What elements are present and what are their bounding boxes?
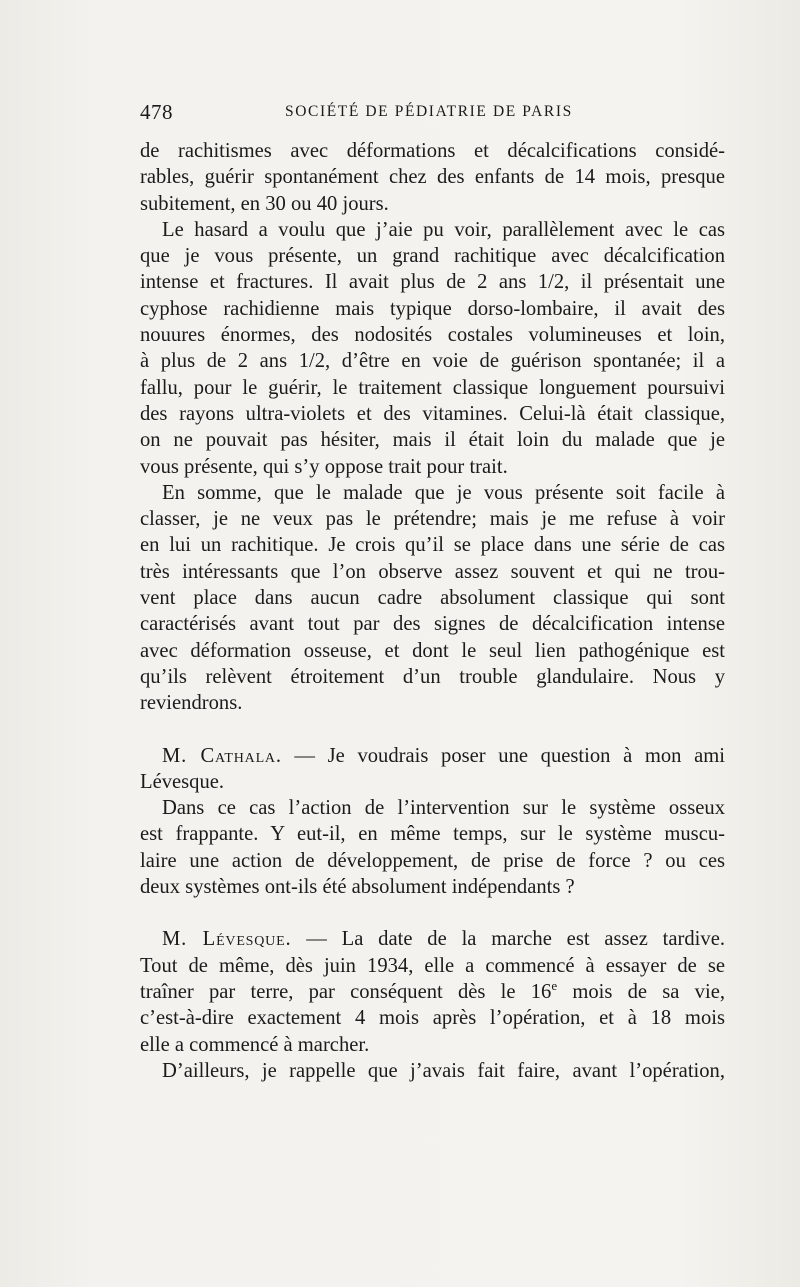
text-line: en lui un rachitique. Je crois qu’il se place dans une série de cas — [140, 534, 725, 557]
page-number: 478 — [140, 100, 173, 124]
text-line: c’est-à-dire exactement 4 mois après l’opération, et à 18 mois — [140, 1007, 725, 1030]
text-line: D’ailleurs, je rappelle que j’avais fait faire, avant l’opération, — [162, 1059, 725, 1082]
body-text — [140, 138, 725, 1084]
text-line: Lévesque. — [140, 770, 225, 793]
text-line: fallu, pour le guérir, le traitement classique longuement poursuivi — [140, 376, 725, 399]
text-line: classer, je ne veux pas le prétendre; mais je me refuse à voir — [140, 508, 725, 531]
text-line: Le hasard a voulu que j’aie pu voir, parallèlement avec le cas — [162, 218, 725, 241]
paragraph-4 — [140, 743, 725, 796]
text-line: vous présente, qui s’y oppose trait pour trait. — [140, 455, 508, 478]
speaker-name: M. Lévesque. — [162, 928, 292, 951]
text-line: des rayons ultra-violets et des vitamines. Celui-là était classique, — [140, 402, 725, 425]
paragraph-5 — [140, 795, 725, 900]
text-line: Tout de même, dès juin 1934, elle a commencé à essayer de se — [140, 954, 725, 977]
running-title: SOCIÉTÉ DE PÉDIATRIE DE PARIS — [285, 103, 573, 120]
text-line: En somme, que le malade que je vous présente soit facile à — [162, 481, 725, 504]
text-line: que je vous présente, un grand rachitique avec décalcification — [140, 245, 725, 268]
paragraph-6 — [140, 926, 725, 1057]
text-line — [140, 979, 725, 1005]
text-line: on ne pouvait pas hésiter, mais il était loin du malade que je — [140, 429, 725, 452]
text-line: est frappante. Y eut-il, en même temps, sur le système muscu- — [140, 823, 725, 846]
text-line: très intéressants que l’on observe assez souvent et qui ne trou- — [140, 560, 725, 583]
text-line: cyphose rachidienne mais typique dorso-lombaire, il avait des — [140, 297, 725, 320]
text-fragment: mois de sa vie, — [557, 980, 725, 1003]
speaker-text: — Je voudrais poser une question à mon ami — [281, 744, 725, 767]
text-fragment: traîner par terre, par conséquent dès le 16 — [140, 980, 552, 1003]
text-line: de rachitismes avec déformations et décalcifications considé- — [140, 140, 725, 162]
paragraph-gap — [140, 900, 725, 926]
text-line: rables, guérir spontanément chez des enfants de 14 mois, presque — [140, 166, 725, 189]
running-head — [140, 100, 724, 130]
text-line — [140, 926, 725, 952]
paragraph-7 — [140, 1058, 725, 1084]
text-line: deux systèmes ont-ils été absolument indépendants ? — [140, 876, 575, 899]
paragraph-2 — [140, 217, 725, 480]
speaker-text: — La date de la marche est assez tardive. — [291, 928, 725, 951]
paragraph-gap — [140, 717, 725, 743]
text-line: vent place dans aucun cadre absolument classique qui sont — [140, 587, 725, 610]
text-line: nouures énormes, des nodosités costales volumineuses et loin, — [140, 324, 725, 347]
text-line: elle a commencé à marcher. — [140, 1033, 370, 1056]
text-line: qu’ils relèvent étroitement d’un trouble glandulaire. Nous y — [140, 665, 725, 688]
superscript: e — [551, 978, 558, 994]
text-line: avec déformation osseuse, et dont le seul lien pathogénique est — [140, 639, 725, 662]
text-line: Dans ce cas l’action de l’intervention sur le système osseux — [162, 797, 725, 820]
paragraph-1 — [140, 138, 725, 217]
text-line: caractérisés avant tout par des signes de décalcification intense — [140, 613, 725, 636]
speaker-name: M. Cathala. — [162, 744, 282, 767]
text-line: à plus de 2 ans 1/2, d’être en voie de guérison spontanée; il a — [140, 350, 725, 373]
text-line: reviendrons. — [140, 692, 243, 715]
paragraph-3 — [140, 480, 725, 717]
text-line: laire une action de développement, de prise de force ? ou ces — [140, 849, 725, 872]
text-line: intense et fractures. Il avait plus de 2 ans 1/2, il présentait une — [140, 271, 725, 294]
text-line — [140, 743, 725, 769]
text-line: subitement, en 30 ou 40 jours. — [140, 192, 389, 215]
